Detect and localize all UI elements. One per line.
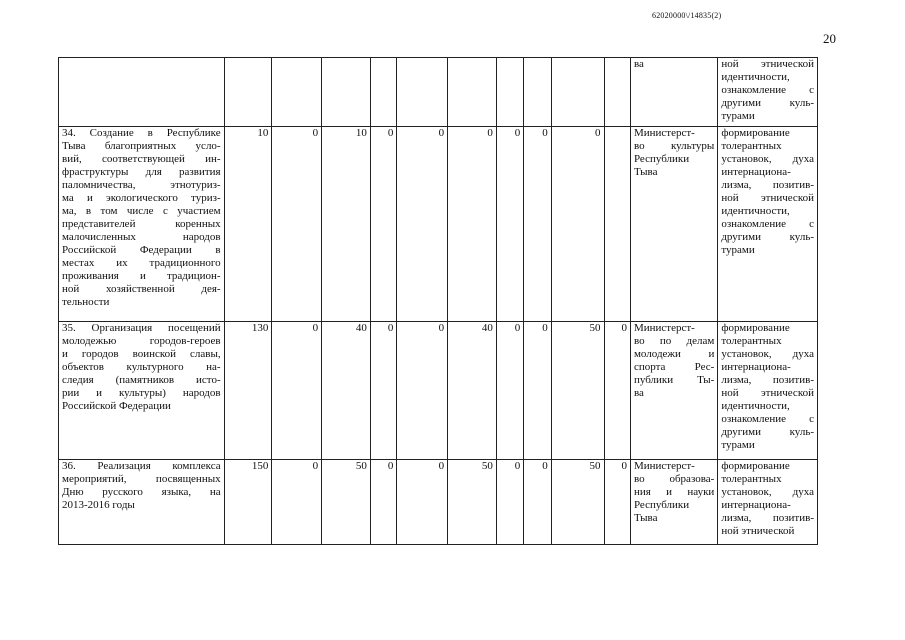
responsible-executor-line: ва <box>633 58 644 70</box>
expected-result-line: толерантных <box>721 473 782 485</box>
funding-value-cell: 0 <box>272 322 322 460</box>
funding-value-cell <box>322 58 371 127</box>
funding-value-cell: 0 <box>524 460 551 545</box>
measure-description-line: мероприятий, посвященных <box>62 473 221 485</box>
measure-description-line: ма и экологического туриз- <box>62 192 221 204</box>
expected-result <box>718 322 818 460</box>
expected-result-line: формирование <box>721 127 790 139</box>
responsible-executor-line: ва <box>633 387 644 399</box>
responsible-executor <box>630 58 717 127</box>
table-row <box>59 58 818 127</box>
expected-result-line: идентичности, <box>721 400 790 412</box>
funding-value-cell: 130 <box>224 322 272 460</box>
document-id: 62020000\/14835(2) <box>652 11 722 20</box>
expected-result-line: идентичности, <box>721 71 790 83</box>
funding-value-cell: 150 <box>224 460 272 545</box>
funding-value-cell: 0 <box>524 127 551 322</box>
responsible-executor <box>630 322 717 460</box>
expected-result-line: турами <box>721 439 755 451</box>
expected-result-line: ной этнической <box>721 58 814 70</box>
responsible-executor-line: спорта Рес- <box>633 361 715 373</box>
measure-description-line: вий, соответствующей ин- <box>62 153 221 165</box>
funding-value-cell <box>272 58 322 127</box>
funding-value-cell: 50 <box>551 322 604 460</box>
measure-description <box>59 58 225 127</box>
expected-result-line: лизма, позитив- <box>721 374 814 386</box>
measure-description-line: следия (памятников исто- <box>62 374 221 386</box>
funding-value-cell: 0 <box>496 322 523 460</box>
table-row <box>59 127 818 322</box>
funding-value-cell: 0 <box>397 127 448 322</box>
measure-description-line: Российской Федерации в <box>62 244 221 256</box>
funding-value-cell: 10 <box>224 127 272 322</box>
expected-result-line: интернациона- <box>721 361 791 373</box>
expected-result-line: установок, духа <box>721 486 814 498</box>
expected-result <box>718 58 818 127</box>
measure-description-line: малочисленных народов <box>62 231 221 243</box>
measure-description-line: 2013-2016 годы <box>62 499 135 511</box>
responsible-executor-line: Тыва <box>633 512 658 524</box>
responsible-executor-line: Министерст- <box>633 460 695 472</box>
measure-description <box>59 127 225 322</box>
expected-result-line: интернациона- <box>721 166 791 178</box>
funding-value-cell: 0 <box>397 322 448 460</box>
measure-description-line: представителей коренных <box>62 218 221 230</box>
measure-description-line: ной хозяйственной дея- <box>62 283 221 295</box>
funding-value-cell: 0 <box>496 460 523 545</box>
expected-result-line: установок, духа <box>721 153 814 165</box>
expected-result-line: другими куль- <box>721 97 814 109</box>
funding-value-cell <box>397 58 448 127</box>
responsible-executor-line: Тыва <box>633 166 658 178</box>
expected-result-line: интернациона- <box>721 499 791 511</box>
responsible-executor-line: молодежи и <box>633 348 715 360</box>
responsible-executor-line: Республики <box>633 153 690 165</box>
expected-result-line: лизма, позитив- <box>721 512 814 524</box>
measure-description-line: Дню русского языка, на <box>62 486 221 498</box>
expected-result-line: толерантных <box>721 140 782 152</box>
funding-value-cell <box>604 127 630 322</box>
funding-value-cell: 50 <box>448 460 497 545</box>
measure-description-line: и городов воинской славы, <box>62 348 221 360</box>
funding-value-cell: 0 <box>370 322 396 460</box>
funding-value-cell <box>604 58 630 127</box>
table-row <box>59 460 818 545</box>
measure-description-line: 34. Создание в Республике <box>62 127 221 139</box>
expected-result-line: установок, духа <box>721 348 814 360</box>
responsible-executor-line: Министерст- <box>633 127 695 139</box>
measure-description-line: проживания и традицион- <box>62 270 221 282</box>
funding-value-cell <box>448 58 497 127</box>
funding-value-cell: 10 <box>322 127 371 322</box>
expected-result-line: формирование <box>721 322 790 334</box>
expected-result-line: турами <box>721 110 755 122</box>
funding-value-cell: 0 <box>370 460 396 545</box>
funding-value-cell: 0 <box>604 322 630 460</box>
funding-value-cell <box>524 58 551 127</box>
responsible-executor-line: во образова- <box>633 473 715 485</box>
measure-description-line: ма, в том числе с участием <box>62 205 221 217</box>
measure-description-line: тельности <box>62 296 110 308</box>
responsible-executor-line: Министерст- <box>633 322 695 334</box>
measure-description-line: Российской Федерации <box>62 400 171 412</box>
funding-value-cell <box>496 58 523 127</box>
measure-description-line: молодежью городов-героев <box>62 335 221 347</box>
expected-result-line: толерантных <box>721 335 782 347</box>
expected-result-line: турами <box>721 244 755 256</box>
expected-result-line: лизма, позитив- <box>721 179 814 191</box>
responsible-executor <box>630 127 717 322</box>
funding-value-cell: 40 <box>448 322 497 460</box>
table-row <box>59 322 818 460</box>
measure-description-line: объектов культурного на- <box>62 361 221 373</box>
responsible-executor-line: во по делам <box>633 335 715 347</box>
program-table <box>58 57 818 545</box>
responsible-executor-line: во культуры <box>633 140 715 152</box>
funding-value-cell: 50 <box>322 460 371 545</box>
expected-result-line: другими куль- <box>721 426 814 438</box>
responsible-executor-line: публики Ты- <box>633 374 715 386</box>
funding-value-cell: 0 <box>370 127 396 322</box>
funding-value-cell: 0 <box>551 127 604 322</box>
measure-description-line: 36. Реализация комплекса <box>62 460 221 472</box>
expected-result-line: ной этнической <box>721 525 795 537</box>
measure-description-line: 35. Организация посещений <box>62 322 221 334</box>
expected-result-line: идентичности, <box>721 205 790 217</box>
expected-result-line: ознакомление с <box>721 84 814 96</box>
funding-value-cell: 40 <box>322 322 371 460</box>
funding-value-cell <box>224 58 272 127</box>
expected-result <box>718 127 818 322</box>
measure-description-line: паломничества, этнотуриз- <box>62 179 221 191</box>
funding-value-cell: 0 <box>604 460 630 545</box>
expected-result <box>718 460 818 545</box>
expected-result-line: ной этнической <box>721 387 814 399</box>
funding-value-cell: 50 <box>551 460 604 545</box>
funding-value-cell: 0 <box>272 127 322 322</box>
funding-value-cell <box>551 58 604 127</box>
measure-description-line: Тыва благоприятных усло- <box>62 140 221 152</box>
measure-description-line: местах их традиционного <box>62 257 221 269</box>
funding-value-cell <box>370 58 396 127</box>
expected-result-line: ознакомление с <box>721 413 814 425</box>
expected-result-line: ной этнической <box>721 192 814 204</box>
funding-value-cell: 0 <box>524 322 551 460</box>
table-body <box>59 58 818 545</box>
responsible-executor-line: ния и науки <box>633 486 715 498</box>
responsible-executor-line: Республики <box>633 499 690 511</box>
page-number: 20 <box>823 31 836 46</box>
measure-description-line: рии и культуры) народов <box>62 387 221 399</box>
expected-result-line: другими куль- <box>721 231 814 243</box>
expected-result-line: формирование <box>721 460 790 472</box>
measure-description <box>59 460 225 545</box>
responsible-executor <box>630 460 717 545</box>
funding-value-cell: 0 <box>496 127 523 322</box>
funding-value-cell: 0 <box>397 460 448 545</box>
measure-description <box>59 322 225 460</box>
funding-value-cell: 0 <box>272 460 322 545</box>
measure-description-line: фраструктуры для развития <box>62 166 221 178</box>
funding-value-cell: 0 <box>448 127 497 322</box>
expected-result-line: ознакомление с <box>721 218 814 230</box>
